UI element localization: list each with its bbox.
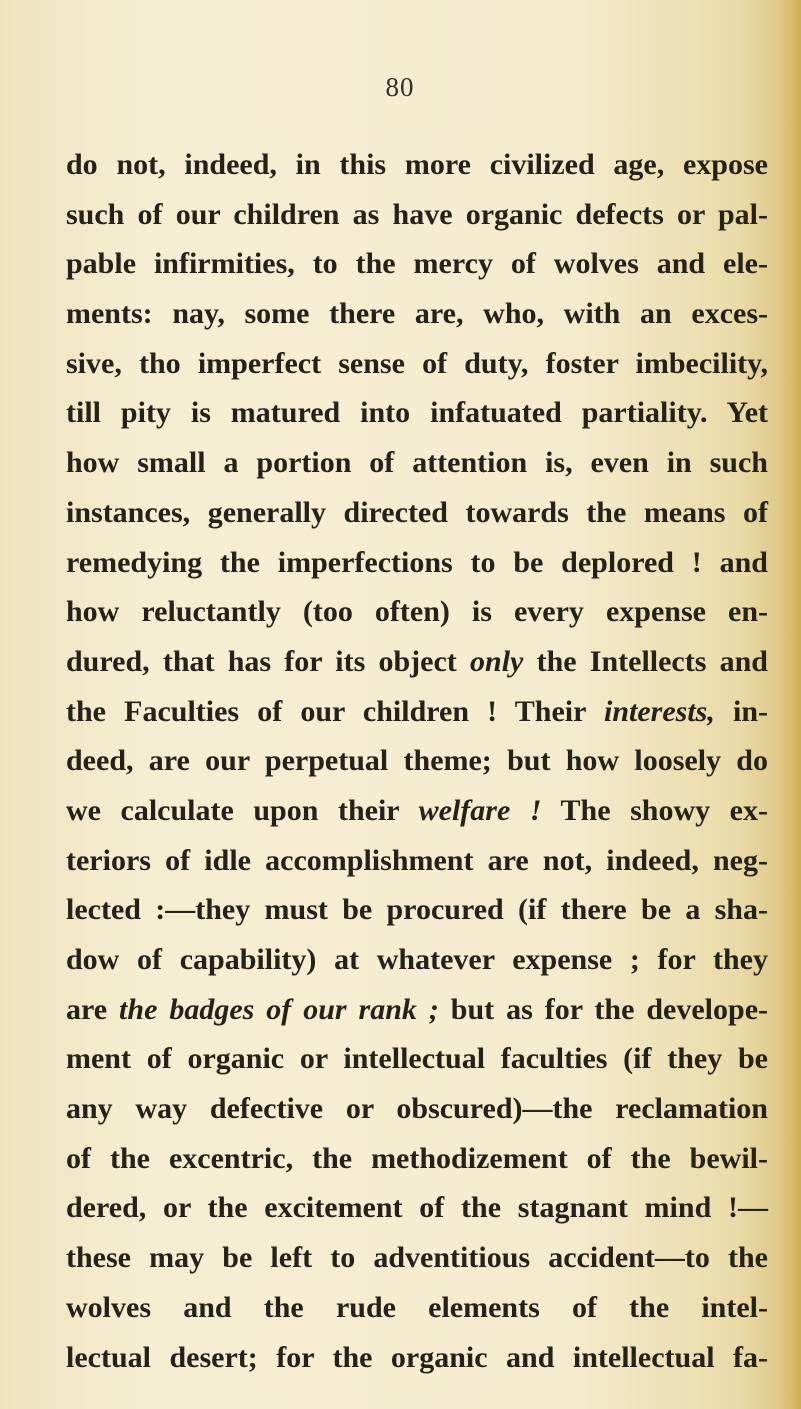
text-segment: ment of organic or intellectual faculties (if they be <box>66 1042 768 1076</box>
text-segment: how small a portion of attention is, even in such <box>66 446 768 480</box>
text-line <box>66 1183 768 1233</box>
text-line <box>66 289 768 339</box>
text-line <box>66 836 768 886</box>
text-line <box>66 190 768 240</box>
text-line <box>66 538 768 588</box>
page-number: 80 <box>385 72 415 102</box>
italic-text: only <box>470 644 524 678</box>
text-segment: are <box>66 992 120 1026</box>
text-segment: dered, or the excitement of the stagnant mind !— <box>66 1191 768 1225</box>
text-segment: The showy ex- <box>541 793 768 827</box>
text-segment: the Intellects and <box>523 644 768 678</box>
text-line <box>66 239 768 289</box>
text-segment: in- <box>714 694 768 728</box>
text-line <box>66 1134 768 1184</box>
text-segment: sive, tho imperfect sense of duty, foster imbecility, <box>66 346 768 380</box>
text-segment: ments: nay, some there are, who, with an exces- <box>66 297 768 331</box>
text-segment: we calculate upon their <box>66 793 419 827</box>
text-segment: wolves and the rude elements of the intel- <box>66 1290 768 1324</box>
text-line <box>66 637 768 687</box>
italic-text: interests, <box>604 694 715 728</box>
text-segment: till pity is matured into infatuated partiality. Yet <box>66 396 768 430</box>
text-segment: any way defective or obscured)—the reclamation <box>66 1092 768 1126</box>
text-line <box>66 140 768 190</box>
italic-text: welfare ! <box>418 793 542 827</box>
text-segment: pable infirmities, to the mercy of wolves and ele- <box>66 247 768 281</box>
text-segment: dured, that has for its object <box>66 644 471 678</box>
text-line <box>66 339 768 389</box>
text-line <box>66 587 768 637</box>
text-segment: remedying the imperfections to be deplored ! and <box>66 545 768 579</box>
text-line <box>66 488 768 538</box>
text-segment: teriors of idle accomplishment are not, indeed, neg- <box>66 843 768 877</box>
text-segment: dow of capability) at whatever expense ; for they <box>66 943 768 976</box>
text-line <box>66 1233 768 1283</box>
text-segment: instances, generally directed towards the means of <box>66 495 768 529</box>
text-line <box>66 687 768 737</box>
text-line <box>66 438 768 488</box>
text-line <box>66 736 768 786</box>
text-segment: do not, indeed, in this more civilized age, expose <box>66 148 768 181</box>
text-segment: lectual desert; for the organic and intellectual fa- <box>66 1340 768 1374</box>
text-line <box>66 935 768 985</box>
text-segment: deed, are our perpetual theme; but how loosely do <box>66 744 768 778</box>
text-segment: these may be left to adventitious accident—to the <box>66 1241 768 1275</box>
text-segment: the Faculties of our children ! Their <box>66 694 604 728</box>
body-text <box>66 140 768 1382</box>
text-line <box>66 1333 768 1383</box>
text-segment: such of our children as have organic defects or pal- <box>66 197 768 231</box>
text-line <box>66 885 768 935</box>
text-line <box>66 388 768 438</box>
text-line <box>66 786 768 836</box>
text-segment: lected :—they must be procured (if there be a sha- <box>66 893 768 927</box>
text-line <box>66 1084 768 1134</box>
page-edge-shadow <box>779 0 801 1409</box>
italic-text: the badges of our rank ; <box>119 992 439 1026</box>
text-segment: how reluctantly (too often) is every expense en- <box>66 595 768 629</box>
text-line <box>66 1283 768 1333</box>
text-line <box>66 1034 768 1084</box>
text-line <box>66 985 768 1035</box>
text-segment: of the excentric, the methodizement of the bewil- <box>66 1141 768 1175</box>
text-segment: but as for the develope- <box>438 992 769 1026</box>
